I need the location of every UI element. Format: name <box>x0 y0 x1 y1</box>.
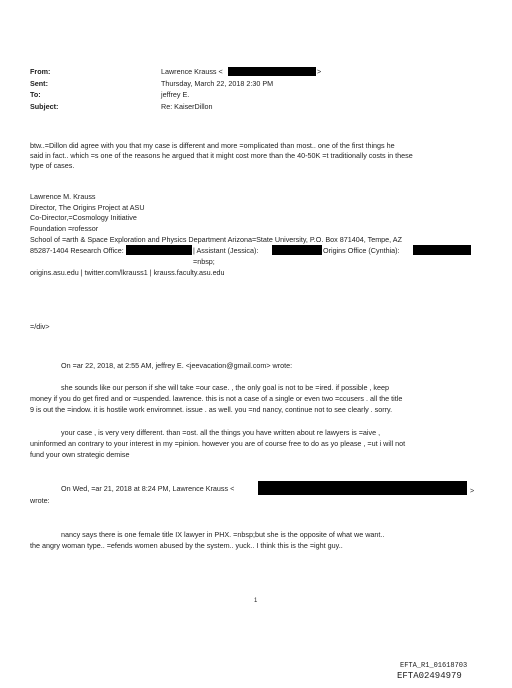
redaction-origins-phone <box>413 245 471 255</box>
body-line-1: btw..=Dillon did agree with you that my case is different and more =omplicated than most.. one of the first things he <box>30 141 395 150</box>
from-close: > <box>317 67 322 76</box>
signature-links: origins.asu.edu | twitter.com/lkrauss1 | krauss.faculty.asu.edu <box>30 268 225 277</box>
page-number: 1 <box>254 598 258 604</box>
signature-nbsp: =nbsp; <box>193 257 215 266</box>
from-label: From: <box>30 67 51 76</box>
signature-origins-office: Origins Office (Cynthia): <box>323 246 400 255</box>
from-value: Lawrence Krauss < <box>161 67 223 76</box>
redaction-quote2-email <box>258 481 467 495</box>
quote2-line-2: the angry woman type.. =efends women abused by the system.. yuck.. I think this is the =ight guy.. <box>30 541 343 550</box>
quote2-line-1: nancy says there is one female title IX lawyer in PHX. =nbsp;but she is the opposite of what we want.. <box>61 530 385 539</box>
bates-id-1: EFTA_R1_01618703 <box>400 662 468 670</box>
signature-title-3: Foundation =rofessor <box>30 224 99 233</box>
signature-name: Lawrence M. Krauss <box>30 192 96 201</box>
quote1-line-2: money if you do get fired and or =uspended. lawrence. this is not a case of a single or even two =ccusers . all the title <box>30 394 403 403</box>
body-line-3: type of cases. <box>30 161 75 170</box>
body-line-2: said in fact.. which =s one of the reasons he argued that it might cost more than the 40-50K =t traditionally costs in these <box>30 151 413 160</box>
signature-assistant: | Assistant (Jessica): <box>193 246 259 255</box>
quote1-line-5: uninformed an contrary to your interest in my =pinion. however you are of course free to do as yo please , =ut i will not <box>30 439 406 448</box>
subject-label: Subject: <box>30 102 59 111</box>
quote1-header: On =ar 22, 2018, at 2:55 AM, jeffrey E. <jeevacation@gmail.com> wrote: <box>61 361 293 370</box>
quote1-line-1: she sounds like our person if she will take =our case. , the only goal is not to be =ired. if possible , keep <box>61 383 390 392</box>
redaction-from-email <box>228 67 316 76</box>
redaction-assistant-phone <box>272 245 322 255</box>
quote2-wrote: wrote: <box>30 496 50 505</box>
quote1-line-3: 9 is out the =indow. it is hostile work enviromnet. issue . as well. you =nd nancy, continue not to see clearly . sorry. <box>30 405 393 414</box>
bates-id-2: EFTA02494979 <box>397 671 462 681</box>
sent-label: Sent: <box>30 79 48 88</box>
quote2-close: > <box>470 486 475 495</box>
to-label: To: <box>30 90 41 99</box>
signature-title-2: Co-Director,=Cosmology Initiative <box>30 213 137 222</box>
sent-value: Thursday, March 22, 2018 2:30 PM <box>161 79 274 88</box>
quote2-header: On Wed, =ar 21, 2018 at 8:24 PM, Lawrence Krauss < <box>61 484 235 493</box>
signature-title-1: Director, The Origins Project at ASU <box>30 203 145 212</box>
signature-address: School of =arth & Space Exploration and Physics Department Arizona=State University, P.O. Box 871404, Tempe, AZ <box>30 235 402 244</box>
signature-research-office: 85287-1404 Research Office: <box>30 246 124 255</box>
quote1-line-4: your case , is very very different. than =ost. all the things you have written about re lawyers is =aive , <box>61 428 381 437</box>
subject-value: Re: KaiserDillon <box>161 102 213 111</box>
quote1-line-6: fund your own strategic demise <box>30 450 130 459</box>
div-close-tag: =/div> <box>30 322 50 331</box>
to-value: jeffrey E. <box>161 90 190 99</box>
redaction-research-phone <box>126 245 192 255</box>
